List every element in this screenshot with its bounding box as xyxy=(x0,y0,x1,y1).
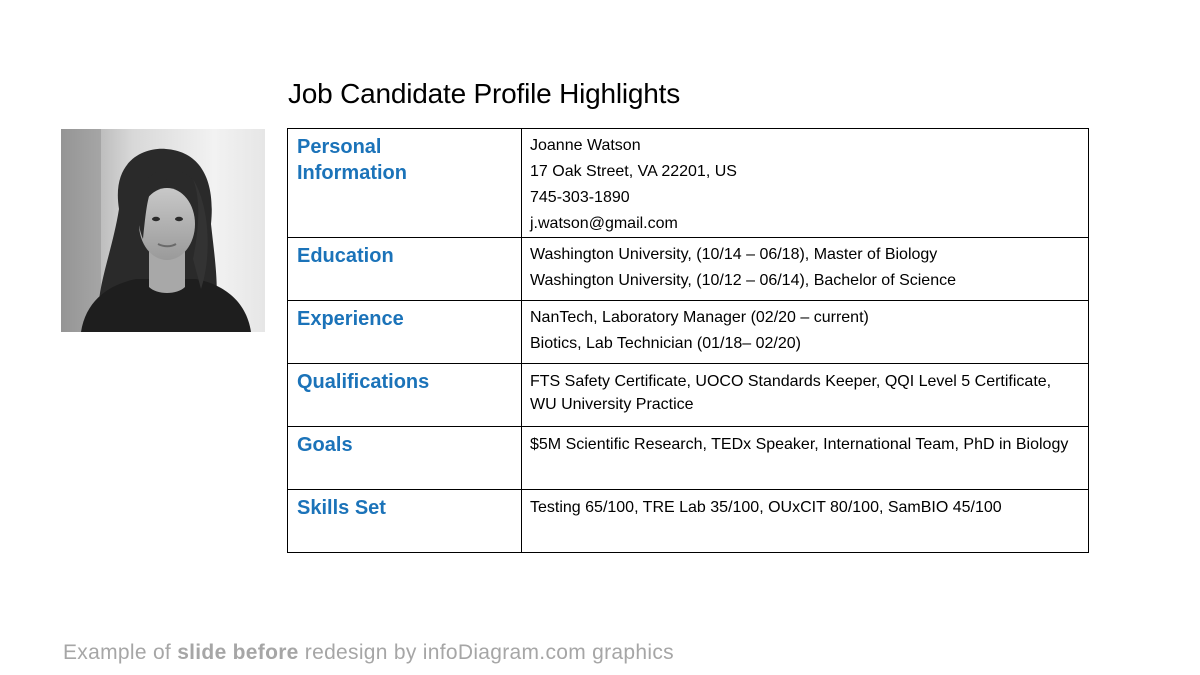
value-cell xyxy=(522,238,1089,301)
candidate-email: j.watson@gmail.com xyxy=(530,215,678,232)
candidate-phone: 745-303-1890 xyxy=(530,189,630,206)
label-cell xyxy=(288,301,522,364)
value-cell xyxy=(522,490,1089,553)
section-label-goals: Goals xyxy=(297,434,353,456)
qualifications-text: FTS Safety Certificate, UOCO Standards Keeper, QQI Level 5 Certificate, WU University Practice xyxy=(530,373,1052,413)
label-cell xyxy=(288,490,522,553)
section-label-education: Education xyxy=(297,245,394,267)
section-label-personal-information xyxy=(288,129,521,186)
section-label-skills-set: Skills Set xyxy=(297,497,386,519)
goals-text: $5M Scientific Research, TEDx Speaker, International Team, PhD in Biology xyxy=(530,436,1069,453)
experience-entry: NanTech, Laboratory Manager (02/20 – current) xyxy=(530,309,869,326)
footer-caption xyxy=(63,641,674,665)
profile-table xyxy=(287,128,1089,553)
slide-title: Job Candidate Profile Highlights xyxy=(288,78,681,109)
footer-text: redesign by infoDiagram.com graphics xyxy=(298,641,674,664)
education-entry: Washington University, (10/12 – 06/14), Bachelor of Science xyxy=(530,272,956,289)
footer-bold-text: slide before xyxy=(177,641,299,664)
value-cell xyxy=(522,301,1089,364)
value-cell xyxy=(522,129,1089,238)
table-row xyxy=(288,490,1089,553)
footer-text: Example of xyxy=(63,641,178,664)
table-row xyxy=(288,238,1089,301)
skills-text: Testing 65/100, TRE Lab 35/100, OUxCIT 80/100, SamBIO 45/100 xyxy=(530,499,1002,516)
value-cell xyxy=(522,427,1089,490)
label-cell xyxy=(288,129,522,238)
label-line: Personal xyxy=(297,136,382,158)
education-entry: Washington University, (10/14 – 06/18), Master of Biology xyxy=(530,246,938,263)
table-row xyxy=(288,301,1089,364)
experience-entry: Biotics, Lab Technician (01/18– 02/20) xyxy=(530,335,801,352)
label-cell xyxy=(288,238,522,301)
label-cell xyxy=(288,427,522,490)
candidate-name: Joanne Watson xyxy=(530,137,641,154)
table-row xyxy=(288,129,1089,238)
table-row xyxy=(288,427,1089,490)
label-line: Information xyxy=(297,162,407,184)
candidate-address: 17 Oak Street, VA 22201, US xyxy=(530,163,737,180)
section-label-qualifications: Qualifications xyxy=(297,371,430,393)
value-cell xyxy=(522,364,1089,427)
candidate-photo xyxy=(61,129,265,332)
section-label-experience: Experience xyxy=(297,308,404,330)
table-row xyxy=(288,364,1089,427)
label-cell xyxy=(288,364,522,427)
